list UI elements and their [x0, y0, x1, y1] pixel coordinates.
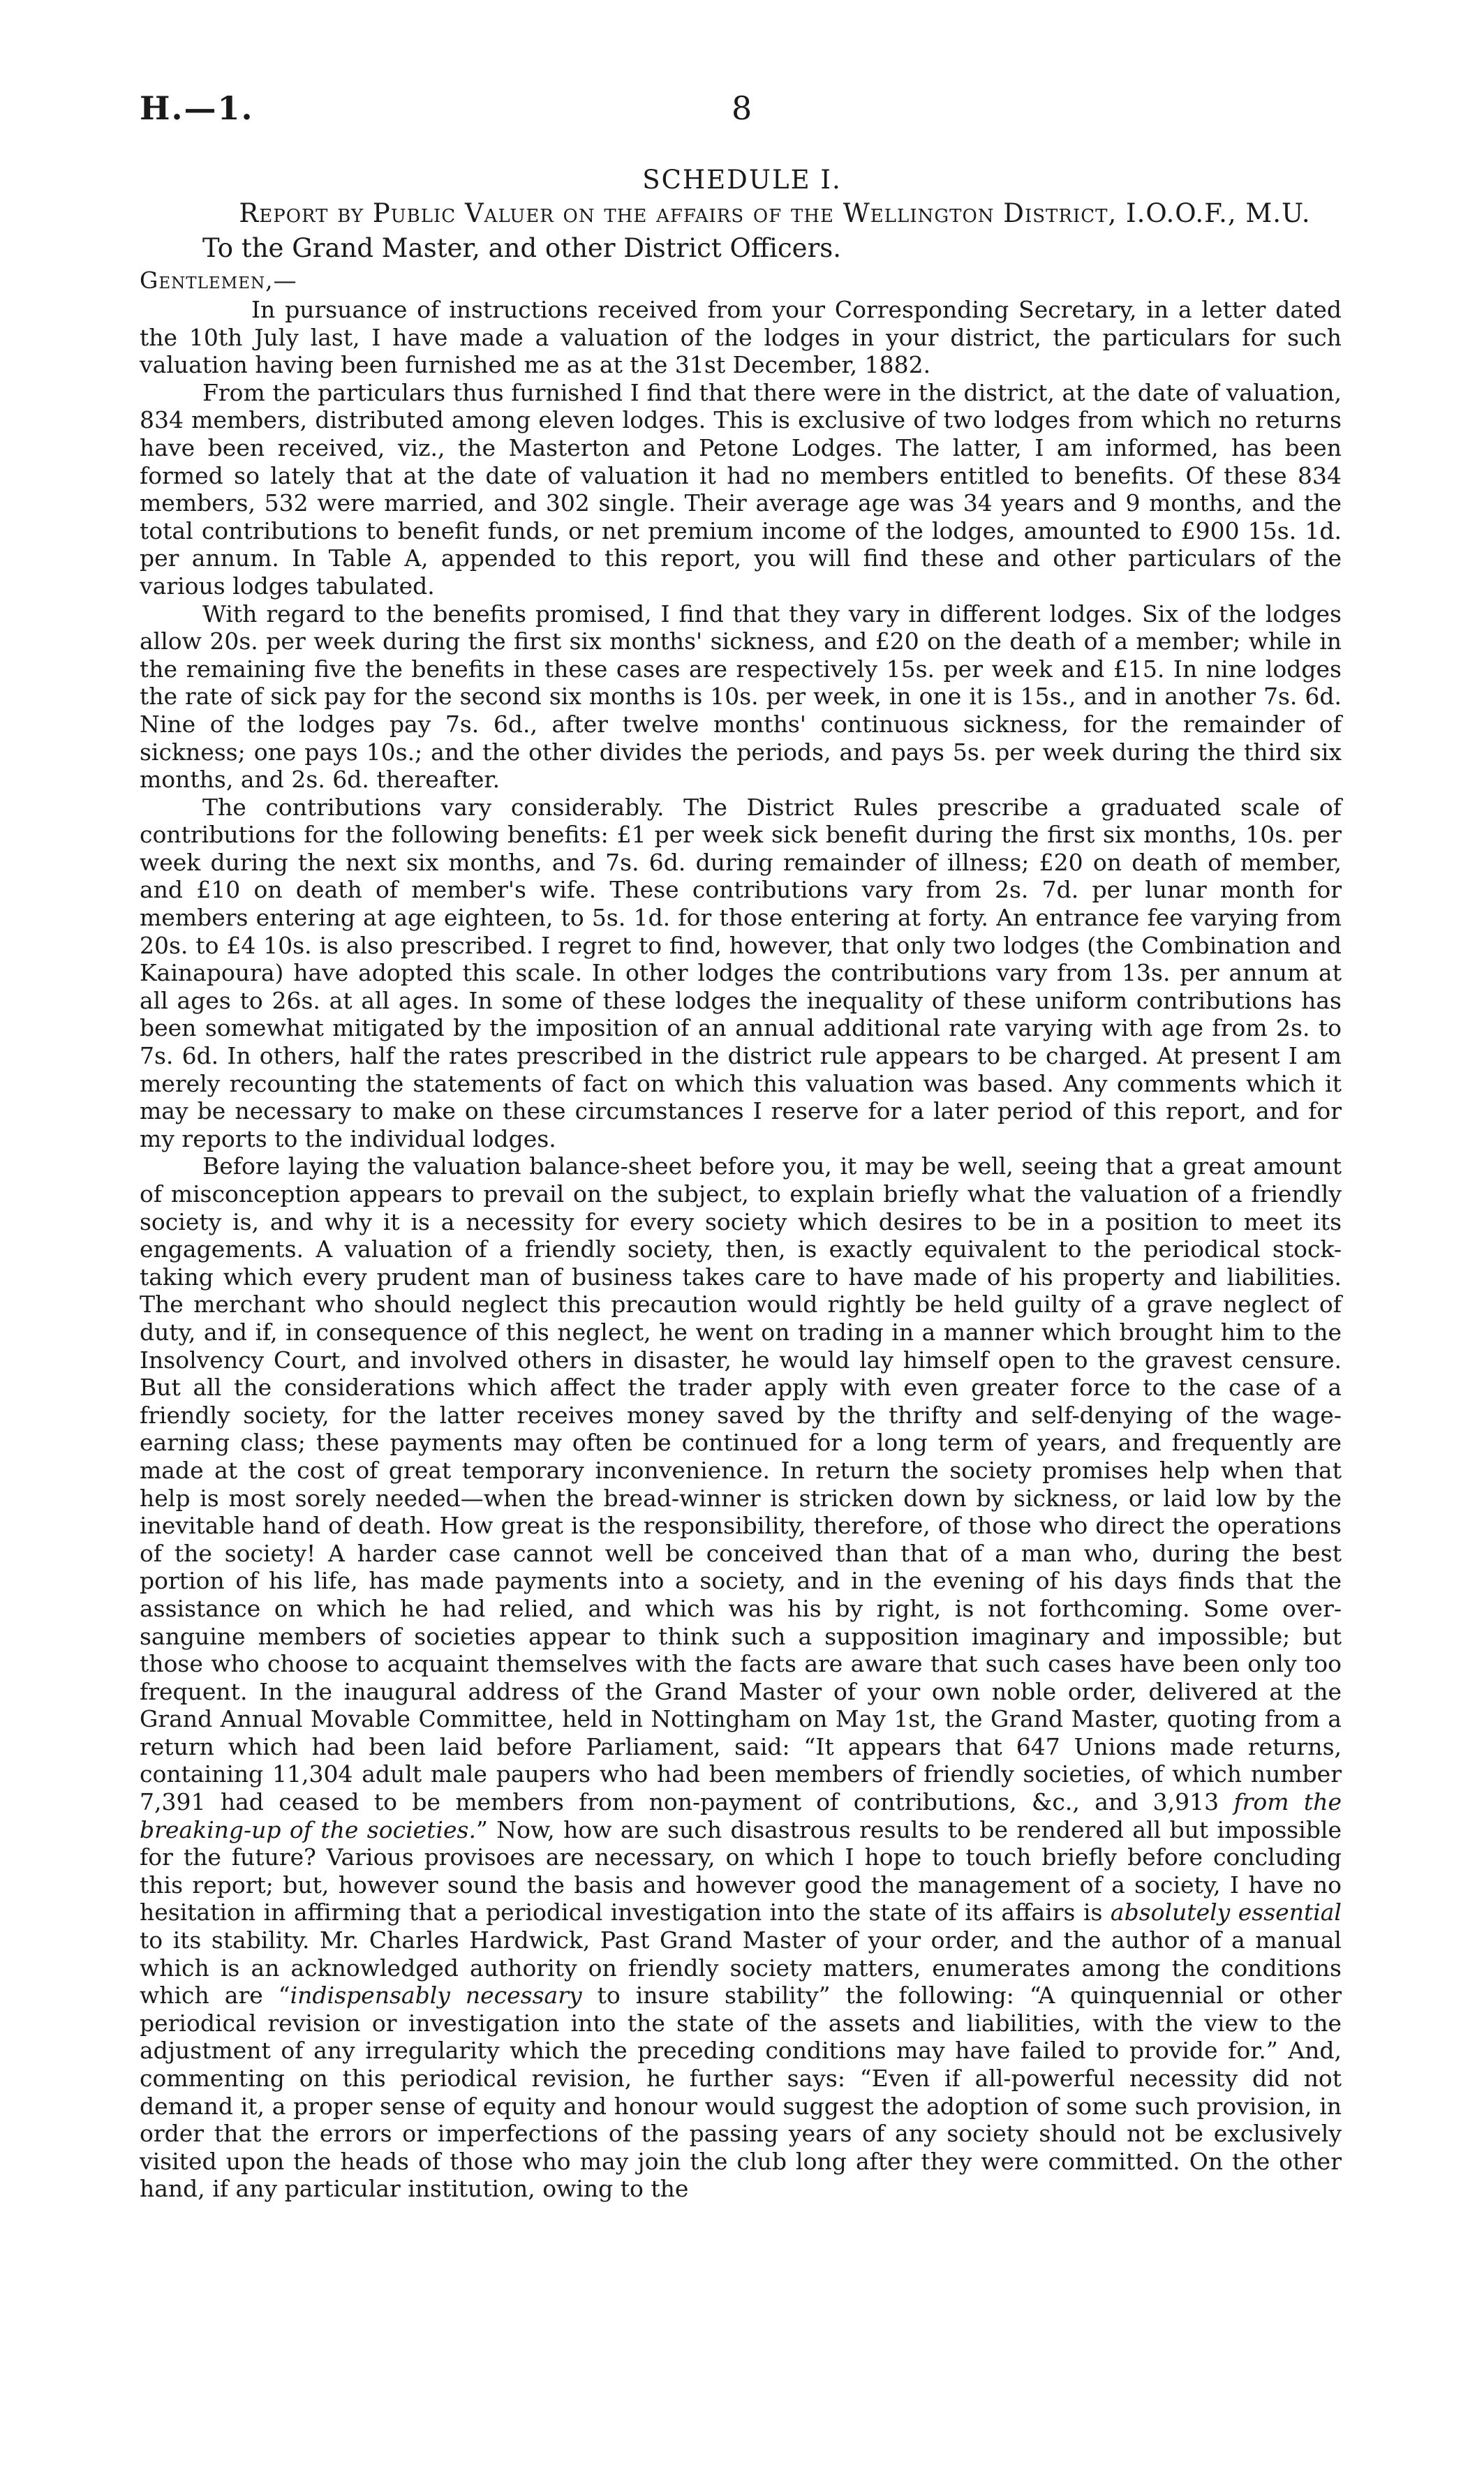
paragraph-3: With regard to the benefits promised, I find that they vary in different lodges. Six of the lodges allow 20s. per week during the first six months' sickness, and £20 on the death of a member; while in the remaining five the benefits in these cases are respectively 15s. per week and £15. In nine lodges the rate of sick pay for the second six months is 10s. per week, in one it is 15s., and in another 7s. 6d. Nine of the lodges pay 7s. 6d., after twelve months' continuous sickness, for the remainder of sickness; one pays 10s.; and the other divides the periods, and pays 5s. per week during the third six months, and 2s. 6d. thereafter.: [140, 600, 1342, 794]
paragraph-5-text-c: ” Now, how are such disastrous results to be rendered all but impossible for the future? Various provisoes are necessary, on which I hope to touch briefly before concluding this report; but, however sound the basis and however good the management of a society, I have no hesitation in affirming that a periodical investigation into the state of its affairs is: [140, 1815, 1342, 1926]
paragraph-5-emphasis-d: absolutely essential: [1110, 1899, 1342, 1926]
salutation: To the Grand Master, and other District Officers.: [202, 233, 842, 263]
paragraph-5-emphasis-b: from the breaking-up of the societies.: [140, 1788, 1342, 1843]
paragraph-2: From the particulars thus furnished I find that there were in the district, at the date of valuation, 834 members, distributed among eleven lodges. This is exclusive of two lodges from which no returns have been received, viz., the Masterton and Petone Lodges. The latter, I am informed, has been formed so lately that at the date of valuation it had no members entitled to benefits. Of these 834 members, 532 were married, and 302 single. Their average age was 34 years and 9 months, and the total contributions to benefit funds, or net premium income of the lodges, amounted to £900 15s. 1d. per annum. In Table A, appended to this report, you will find these and other particulars of the various lodges tabulated.: [140, 378, 1342, 600]
document-code: H.—1.: [140, 89, 254, 127]
schedule-title: SCHEDULE I.: [642, 165, 842, 195]
paragraph-4: The contributions vary considerably. The District Rules prescribe a graduated scale of contributions for the following benefits: £1 per week sick benefit during the first six months, 10s. per week during the next six months, and 7s. 6d. during remainder of illness; £20 on death of member, and £10 on death of member's wife. These contributions vary from 2s. 7d. per lunar month for members entering at age eighteen, to 5s. 1d. for those entering at forty. An entrance fee varying from 20s. to £4 10s. is also prescribed. I regret to find, however, that only two lodges (the Combination and Kainapoura) have adopted this scale. In other lodges the contributions vary from 13s. per annum at all ages to 26s. at all ages. In some of these lodges the inequality of these uniform contributions has been somewhat mitigated by the imposition of an annual additional rate varying with age from 2s. to 7s. 6d. In others, half the rates prescribed in the district rule appears to be charged. At present I am merely recounting the statements of fact on which this valuation was based. Any comments which it may be necessary to make on these circumstances I reserve for a later period of this report, and for my reports to the individual lodges.: [140, 793, 1342, 1152]
greeting: Gentlemen,—: [140, 267, 297, 294]
paragraph-1: In pursuance of instructions received from your Corresponding Secretary, in a letter dated the 10th July last, I have made a valuation of the lodges in your district, the particulars for such valuation having been furnished me as at the 31st December, 1882.: [140, 296, 1342, 379]
report-body: [140, 296, 1342, 2203]
page-number: 8: [732, 89, 752, 127]
paragraph-5-emphasis-f: indispensably necessary: [290, 1982, 582, 2010]
paragraph-5-text-g: to insure stability” the following: “A quinquennial or other periodical revision or investigation into the state of the assets and liabilities, with the view to the adjustment of any irregularity which the preceding conditions may have failed to provide for.” And, commenting on this periodical revision, he further says: “Even if all-powerful necessity did not demand it, a proper sense of equity and honour would suggest the adoption of some such provision, in order that the errors or imperfections of the passing years of any society should not be exclusively visited upon the heads of those who may join the club long after they were committed. On the other hand, if any particular institution, owing to the: [140, 1982, 1342, 2203]
paragraph-5-text-a: Before laying the valuation balance-sheet before you, it may be well, seeing that a great amount of misconception appears to prevail on the subject, to explain briefly what the valuation of a friendly society is, and why it is a necessity for every society which desires to be in a position to meet its engagements. A valuation of a friendly society, then, is exactly equivalent to the periodical stock-taking which every prudent man of business takes care to have made of his property and liabilities. The merchant who should neglect this precaution would rightly be held guilty of a grave neglect of duty, and if, in consequence of this neglect, he went on trading in a manner which brought him to the Insolvency Court, and involved others in disaster, he would lay himself open to the gravest censure. But all the considerations which affect the trader apply with even greater force to the case of a friendly society, for the latter receives money saved by the thrifty and self-denying of the wage-earning class; these payments may often be continued for a long term of years, and frequently are made at the cost of great temporary inconvenience. In return the society promises help when that help is most sorely needed—when the bread-winner is stricken down by sickness, or laid low by the inevitable hand of death. How great is the responsibility, therefore, of those who direct the operations of the society! A harder case cannot well be conceived than that of a man who, during the best portion of his life, has made payments into a society, and in the evening of his days finds that the assistance on which he had relied, and which was his by right, is not forthcoming. Some over-sanguine members of societies appear to think such a supposition imaginary and impossible; but those who choose to acquaint themselves with the facts are aware that such cases have been only too frequent. In the inaugural address of the Grand Master of your own noble order, delivered at the Grand Annual Movable Committee, held in Nottingham on May 1st, the Grand Master, quoting from a return which had been laid before Parliament, said: “It appears that 647 Unions made returns, containing 11,304 adult male paupers who had been members of friendly societies, of which number 7,391 had ceased to be members from non-payment of contributions, &c., and 3,913: [140, 1152, 1342, 1816]
paragraph-5-text-e: to its stability. Mr. Charles Hardwick, Past Grand Master of your order, and the author of a manual which is an acknowledged authority on friendly society matters, enumerates among the conditions which are “: [140, 1926, 1342, 2010]
report-title: Report by Public Valuer on the affairs of the Wellington District, I.O.O.F., M.U.: [239, 198, 1311, 228]
paragraph-5: [140, 1152, 1342, 2203]
